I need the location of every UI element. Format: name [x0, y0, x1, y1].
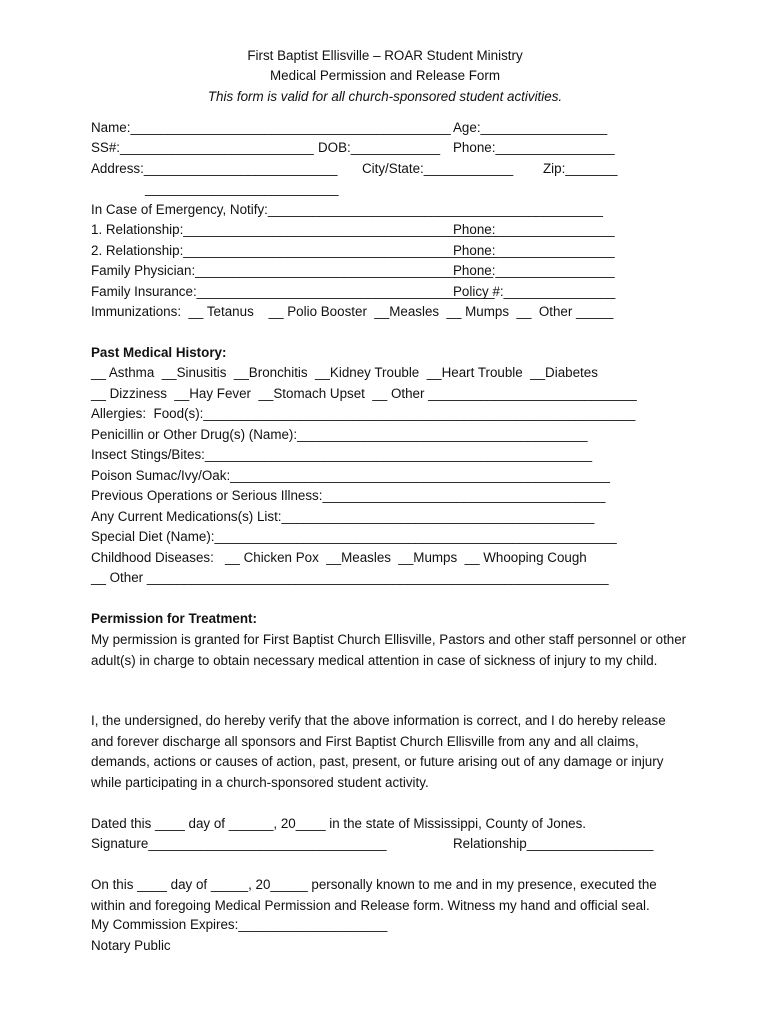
permission-heading: Permission for Treatment:	[91, 611, 257, 626]
form-validity-note: This form is valid for all church-sponsored student activities.	[207, 89, 563, 104]
childhood-diseases-line[interactable]: Childhood Diseases: __ Chicken Pox __Measles __Mumps __ Whooping Cough	[91, 550, 587, 565]
form-org-title: First Baptist Ellisville – ROAR Student Ministry	[247, 48, 523, 63]
ss-field[interactable]: SS#:__________________________	[91, 140, 314, 155]
poison-ivy-field[interactable]: Poison Sumac/Ivy/Oak:___________________________________________________	[91, 468, 610, 483]
relationship-2-field[interactable]: 2. Relationship:__________________________________________	[91, 243, 497, 258]
insect-stings-field[interactable]: Insect Stings/Bites:____________________________________________________	[91, 447, 593, 462]
relationship-2-phone-field[interactable]: Phone:________________	[453, 243, 615, 258]
current-medications-field[interactable]: Any Current Medications(s) List:__________________________________________	[91, 509, 595, 524]
commission-expires-field[interactable]: My Commission Expires:____________________	[91, 917, 388, 932]
relationship-1-phone-field[interactable]: Phone:________________	[453, 222, 615, 237]
address-line-2-field[interactable]: __________________________	[145, 181, 339, 196]
name-field[interactable]: Name:___________________________________________	[91, 120, 451, 135]
emergency-notify-field[interactable]: In Case of Emergency, Notify:_____________________________________________	[91, 202, 604, 217]
form-title: Medical Permission and Release Form	[270, 68, 500, 83]
relationship-signature-field[interactable]: Relationship_________________	[453, 836, 654, 851]
childhood-other-field[interactable]: __ Other ______________________________________________________________	[91, 570, 609, 585]
release-paragraph: I, the undersigned, do hereby verify that the above information is correct, and I do hereby release and forever discharge all sponsors and First Baptist Church Ellisville from any and all claims, demands, actions or causes of action, past, present, or future arising out of any damage or injury while participating in a church-sponsored student activity.	[91, 713, 666, 790]
notary-public-label: Notary Public	[91, 938, 171, 953]
history-conditions-line-2[interactable]: __ Dizziness __Hay Fever __Stomach Upset __ Other ____________________________	[91, 386, 637, 401]
signature-field[interactable]: Signature________________________________	[91, 836, 387, 851]
family-physician-field[interactable]: Family Physician:________________________________________	[91, 263, 494, 278]
relationship-1-field[interactable]: 1. Relationship:__________________________________________	[91, 222, 497, 237]
dated-line[interactable]: Dated this ____ day of ______, 20____ in the state of Mississippi, County of Jones.	[91, 816, 587, 831]
medical-history-heading: Past Medical History:	[91, 345, 227, 360]
city-state-field[interactable]: City/State:____________	[362, 161, 514, 176]
family-insurance-field[interactable]: Family Insurance:________________________________________	[91, 284, 495, 299]
address-field[interactable]: Address:__________________________	[91, 161, 338, 176]
age-field[interactable]: Age:_________________	[453, 120, 608, 135]
dob-field[interactable]: DOB:____________	[318, 140, 441, 155]
previous-operations-field[interactable]: Previous Operations or Serious Illness:______________________________________	[91, 488, 606, 503]
special-diet-field[interactable]: Special Diet (Name):______________________________________________________	[91, 529, 617, 544]
zip-field[interactable]: Zip:_______	[543, 161, 618, 176]
phone-field[interactable]: Phone:________________	[453, 140, 615, 155]
policy-number-field[interactable]: Policy #:_______________	[453, 284, 616, 299]
immunizations-line[interactable]: Immunizations: __ Tetanus __ Polio Booster __Measles __ Mumps __ Other _____	[91, 304, 614, 319]
history-conditions-line-1[interactable]: __ Asthma __Sinusitis __Bronchitis __Kidney Trouble __Heart Trouble __Diabetes	[91, 365, 598, 380]
drug-allergies-field[interactable]: Penicillin or Other Drug(s) (Name):_______________________________________	[91, 427, 588, 442]
notary-paragraph: On this ____ day of _____, 20_____ personally known to me and in my presence, executed the within and foregoing Medical Permission and Release form. Witness my hand and official seal.	[91, 877, 657, 913]
allergies-food-field[interactable]: Allergies: Food(s):__________________________________________________________	[91, 406, 636, 421]
permission-paragraph: My permission is granted for First Baptist Church Ellisville, Pastors and other staff personnel or other adult(s) in charge to obtain necessary medical attention in case of sickness of injury to my child.	[91, 632, 687, 668]
physician-phone-field[interactable]: Phone:________________	[453, 263, 615, 278]
